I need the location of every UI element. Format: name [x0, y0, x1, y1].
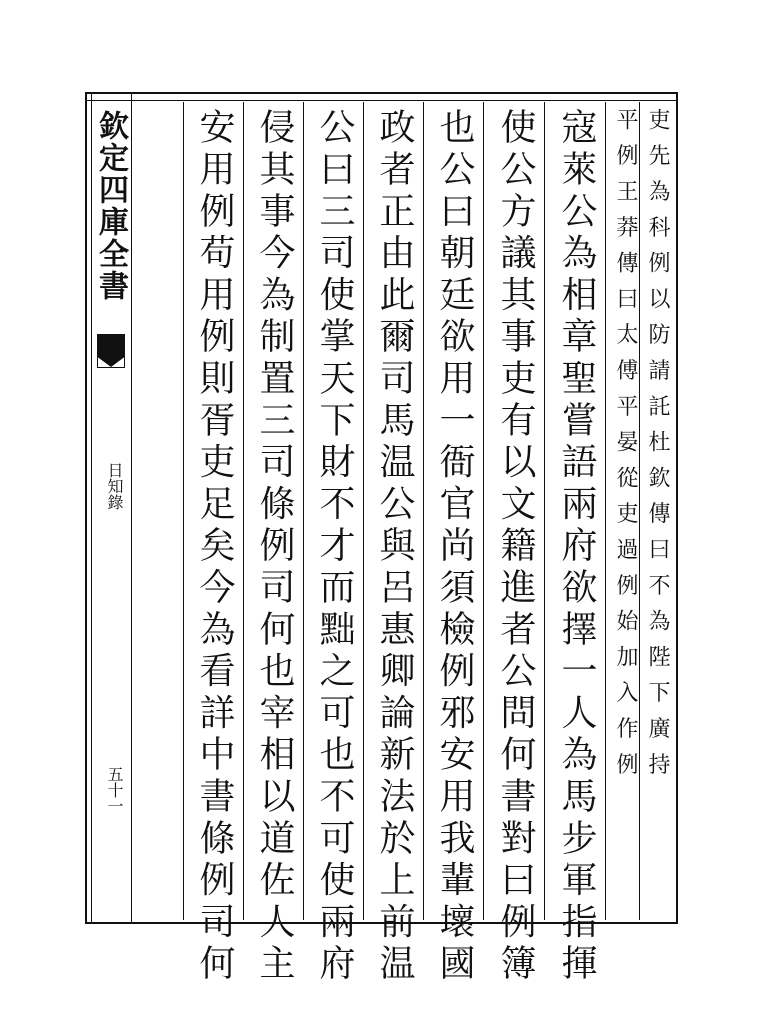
- text-column-9: [183, 102, 244, 986]
- top-rule: [87, 100, 676, 101]
- column-text: 公曰三司使掌天下財不才而黜之可也不可使兩府: [314, 108, 355, 986]
- fish-tail-mark: [97, 334, 125, 368]
- column-text: 寇萊公為相章聖嘗語兩府欲擇一人為馬步軍指揮: [556, 108, 597, 986]
- column-text: 使公方議其事吏有以文籍進者公問何書對曰例簿: [495, 108, 536, 986]
- text-column-7: [303, 102, 364, 986]
- text-column-4: [483, 102, 545, 986]
- page-frame: [85, 92, 678, 986]
- volume-title: 日知錄: [105, 462, 124, 510]
- text-column-6: [363, 102, 424, 986]
- column-text: 也公曰朝廷欲用一衙官尚須檢例邪安用我輩壞國: [434, 108, 475, 986]
- column-text: 侵其事今為制置三司條例司何也宰相以道佐人主: [254, 108, 295, 986]
- column-text: 政者正由此爾司馬温公與呂惠卿論新法於上前温: [374, 108, 415, 986]
- book-title: 欽定四庫全書: [93, 110, 128, 302]
- text-column-8: [243, 102, 304, 986]
- text-column-1: [639, 102, 672, 920]
- text-column-3: [544, 102, 606, 986]
- text-column-2: [605, 102, 640, 920]
- column-text: 安用例苟用例則胥吏足矣今為看詳中書條例司何: [194, 108, 235, 986]
- page-margin: [91, 104, 131, 916]
- column-text: 平例王莽傳曰太傅平晏從吏過例始加入作例: [613, 108, 638, 789]
- margin-rule-right: [131, 94, 132, 922]
- text-columns: [135, 102, 671, 986]
- column-text: 吏先為科例以防請託杜欽傳曰不為陛下廣持: [645, 108, 670, 789]
- text-column-5: [423, 102, 484, 986]
- page-number: 五十一: [105, 766, 124, 814]
